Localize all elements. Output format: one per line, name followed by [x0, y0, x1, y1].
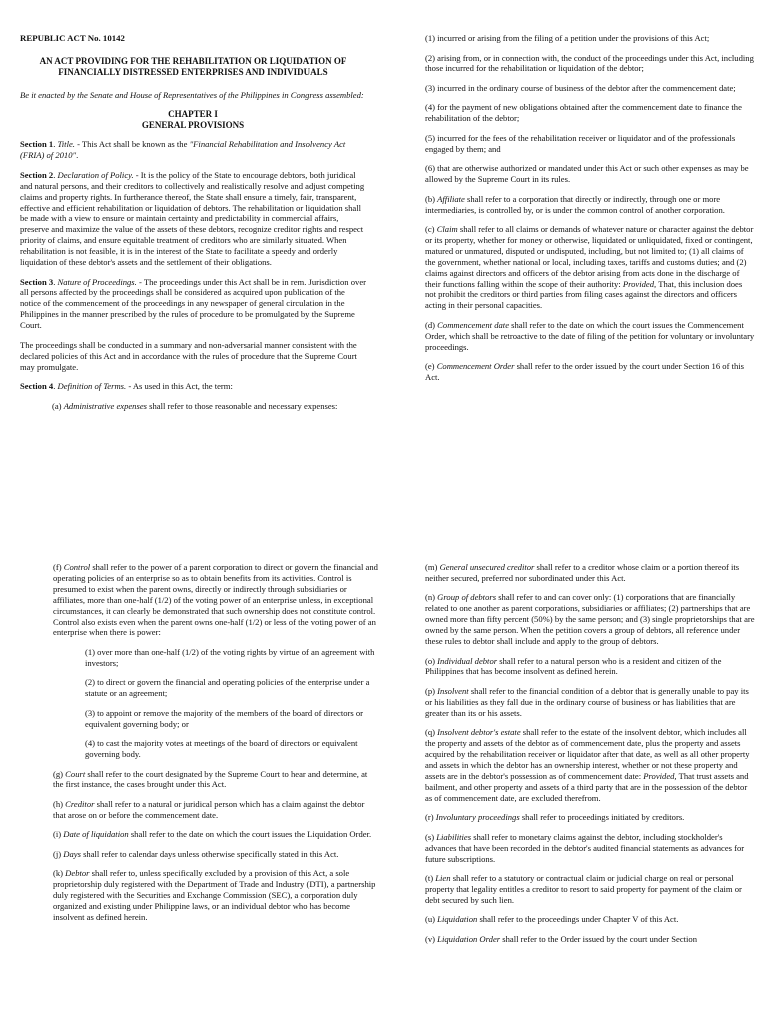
definition-term: Claim [436, 224, 458, 235]
definition-term: Liquidation [437, 914, 478, 925]
list-item: (5) incurred for the fees of the rehabilitation receiver or liquidator and of the professionals engaged by them; and [425, 132, 736, 154]
chapter-title: GENERAL PROVISIONS [141, 120, 245, 131]
page-2-left-column [53, 562, 379, 932]
definition-prefix: (v) [425, 933, 438, 944]
definition-k [53, 868, 379, 923]
definition-text: shall refer to a creditor whose claim or a portion thereof its neither secured, preferred nor subordinated under this Act. [425, 562, 740, 583]
section-text: - The proceedings under this Act shall be in rem. Jurisdiction over all persons affected by the proceedings shall be considered as acquired upon publication of the notice of the commencement of the proceedings in any newspaper of general circulation in the Philippines in the manner prescribed by the rules of procedure to be promulgated by the Supreme Court. [20, 276, 367, 331]
definition-text: shall refer to the court designated by the Supreme Court to hear and determine, at the first instance, the cases brought under this Act. [53, 768, 368, 790]
definition-n [425, 592, 755, 647]
section-heading: Nature of Proceedings. [57, 276, 137, 287]
chapter-number: CHAPTER I [168, 109, 218, 120]
section-label: Section 2 [20, 169, 54, 180]
definition-term: Individual debtor [437, 655, 498, 666]
definition-term: Involuntary proceedings [435, 812, 520, 823]
definition-term: Date of liquidation [63, 829, 129, 840]
proviso: Provided, [643, 770, 677, 781]
definition-t [425, 873, 755, 906]
definition-text-2: That, this inclusion does not prohibit the creditors or third parties from filing cases against the directors and officers acting in their personal capacities. [425, 278, 743, 311]
definition-text-2: That trust assets and bailment, and other property and assets of a third party that are in the possession of the debtor as of commencement date, are excluded therefrom. [425, 770, 749, 803]
section-2: Section 2. Declaration of Policy. - It is the policy of the State to encourage debtors, both juridical and natural persons, and their creditors to collectively and realistically resolve and adjust competing claims and property rights. In furtherance thereof, the State shall ensure a timely, fair, transparent, effective and efficient rehabilitation or liquidation of debtors. The rehabilitation or liquidation shall be made with a view to ensure or maintain certainty and predictability in commercial affairs, preserve and maximize the value of the assets of these debtors, recognize creditor rights and respect priority of claims, and ensure equitable treatment of creditors who are similarly situated. When rehabilitation is not feasible, it is in the interest of the State to facilitate a speedy and orderly liquidation of these debtor's assets and the settlement of their obligations. [20, 169, 365, 268]
definition-prefix: (n) [425, 592, 438, 603]
definition-prefix: (r) [425, 812, 436, 823]
definition-text: shall refer to the financial condition of a debtor that is generally unable to pay its or his liabilities as they fall due in the ordinary course of business or has liabilities that are greater than its or his assets. [425, 685, 749, 718]
definition-text: shall refer to a statutory or contractual claim or judicial charge on real or personal property that legality entitles a creditor to resort to said property for payment of the claim or debt secured by such lien. [425, 873, 742, 905]
definition-prefix: (t) [425, 873, 436, 883]
definition-text: shall refer to the date on which the court issues the Commencement Order, which shall be retroactive to the date of filing of the petition for voluntary or involuntary proceedings. [425, 319, 755, 352]
definition-prefix: (i) [53, 829, 64, 840]
act-number: REPUBLIC ACT No. 10142 [20, 33, 125, 43]
section-text: - As used in this Act, the term: [126, 381, 233, 391]
section-label: Section 1 [20, 139, 54, 150]
section-heading: Title. [57, 139, 75, 150]
section-1: Section 1. Title. - This Act shall be known as the "Financial Rehabilitation and Insolvency Act (FRIA) of 2010". [20, 139, 346, 161]
list-item: (4) for the payment of new obligations obtained after the commencement date to finance the rehabilitation of the debtor; [425, 102, 742, 124]
list-item: (1) over more than one-half (1/2) of the voting rights by virtue of an agreement with investors; [85, 646, 375, 668]
definition-text: shall refer to the date on which the court issues the Liquidation Order. [128, 829, 372, 840]
definition-text: shall refer to the power of a parent corporation to direct or govern the financial and operating policies of an enterprise so as to obtain benefits from its activities. Control is presumed to exist when the parent owns, directly or indirectly through subsidiaries or affiliates, more than one-half (1/2) of the voting power of an enterprise unless, in exceptional circumstances, it can clearly be demonstrated that such ownership does not constitute control. Control also exists even when the parent owns one-half (1/2) or less of the voting power of an enterprise when there is power: [53, 562, 378, 638]
definition-prefix: (e) [425, 361, 437, 372]
list-item: (1) incurred or arising from the filing of a petition under the provisions of this Act; [425, 33, 710, 43]
definition-term: Commencement date [437, 319, 510, 330]
section-text: - This Act shall be known as the [74, 139, 190, 150]
definition-term: Debtor [65, 868, 90, 879]
definition-text: shall refer to proceedings initiated by creditors. [519, 812, 685, 823]
definition-d [425, 320, 755, 353]
definition-r [425, 812, 755, 823]
definition-prefix: (m) [425, 562, 440, 572]
document-page-2 [0, 548, 768, 1024]
definition-prefix: (a) [52, 400, 64, 411]
section-heading: Declaration of Policy. [57, 169, 134, 180]
page-2-right-column [425, 562, 755, 953]
definition-m [425, 562, 755, 584]
definition-text: shall refer to, unless specifically excluded by a provision of this Act, a sole proprietorship duly registered with the Department of Trade and Industry (DTI), a partnership duly registered with the Securities and Exchange Commission (SEC), a corporation duly organized and existing under Philippine laws, or an individual debtor who has become insolvent as defined herein. [53, 868, 376, 922]
list-item: (2) arising from, or in connection with, the conduct of the proceedings under this Act, including those incurred for the rehabilitation or liquidation of the debtor; [425, 52, 754, 74]
definition-g [53, 769, 379, 791]
proviso: Provided, [622, 278, 657, 289]
definition-e [425, 361, 755, 383]
definition-prefix: (g) [53, 768, 66, 779]
definition-term: Affiliate [437, 193, 465, 204]
definition-prefix: (o) [425, 655, 438, 666]
definition-v [425, 934, 755, 945]
definition-text: shall refer to all claims or demands of whatever nature or character against the debtor or its property, whether for money or otherwise, liquidated or unliquidated, fixed or contingent, matured or unmatured, disputed or undisputed, including, but not limited to; (1) all claims of the government, whether national or local, including taxes, tariffs and customs duties; and (2) claims against directors and officers of the debtor arising from acts done in the discharge of their functions falling within the scope of their authority: [425, 224, 754, 289]
definition-term: Insolvent [437, 685, 469, 696]
definition-prefix: (q) [425, 727, 438, 738]
definition-a [20, 401, 366, 412]
definition-prefix: (c) [425, 224, 437, 235]
definition-text: shall refer to calendar days unless otherwise specifically stated in this Act. [80, 848, 339, 859]
definition-s [425, 832, 755, 865]
definition-prefix: (k) [53, 868, 66, 879]
definition-text: shall refer to a natural or juridical person which has a claim against the debtor that arose on or before the commencement date. [53, 798, 365, 820]
section-label: Section 3 [20, 276, 54, 287]
definition-text: shall refer to the order issued by the court under Section 16 of this Act. [425, 361, 745, 383]
definition-i [53, 829, 379, 840]
definition-prefix: (f) [53, 562, 64, 572]
definition-prefix: (d) [425, 319, 438, 330]
definition-term: Group of debtors [437, 592, 497, 603]
definition-prefix: (p) [425, 685, 438, 696]
definition-term: General unsecured creditor [439, 562, 535, 572]
definition-text: shall refer to a natural person who is a resident and citizen of the Philippines that has become insolvent as defined herein. [425, 655, 722, 677]
definition-b [425, 194, 755, 216]
definition-term: Lien [435, 873, 451, 883]
definition-prefix: (b) [425, 193, 438, 204]
section-text: - It is the policy of the State to encourage debtors, both juridical and natural persons, and their creditors to collectively and realistically resolve and adjust competing claims and property rights. In furtherance thereof, the State shall ensure a timely, fair, transparent, effective and efficient rehabilitation or liquidation of debtors. The rehabilitation or liquidation shall be made with a view to ensure or maintain certainty and predictability in commercial affairs, preserve and maximize the value of the assets of these debtors, recognize creditor rights and respect priority of claims, and ensure equitable treatment of creditors who are similarly situated. When rehabilitation is not feasible, it is in the interest of the State to facilitate a speedy and orderly liquidation of these debtor's assets and the settlement of their obligations. [20, 169, 365, 268]
definition-h [53, 799, 379, 821]
section-end: . [76, 150, 79, 161]
page-1-right-column [425, 33, 755, 392]
enacting-clause: Be it enacted by the Senate and House of Representatives of the Philippines in Congress assembled: [20, 89, 364, 100]
definition-text: shall refer to those reasonable and necessary expenses: [146, 400, 338, 411]
section-label: Section 4 [20, 381, 54, 391]
definition-c [425, 224, 755, 311]
list-item: (2) to direct or govern the financial and operating policies of the enterprise under a statute or an agreement; [85, 677, 370, 699]
section-quote: "Financial Rehabilitation and Insolvency Act (FRIA) of 2010" [20, 139, 346, 161]
definition-prefix: (u) [425, 914, 438, 925]
definition-term: Control [63, 562, 91, 572]
definition-term: Administrative expenses [63, 400, 147, 411]
chapter-heading [20, 109, 366, 131]
definition-prefix: (h) [53, 798, 66, 809]
definition-j [53, 849, 379, 860]
definition-prefix: (s) [425, 831, 437, 842]
definition-text: shall refer to and can cover only: (1) corporations that are financially related to one another as parent corporations, subsidiaries or affiliates; (2) partnerships that are owned more than fifty percent (50%) by the same person; and (3) single proprietorships that are owned by the same person. When the petition covers a group of debtors, all reference under these rules to debtor shall include and apply to the group of debtors. [425, 592, 755, 647]
definition-o [425, 656, 755, 678]
definition-term: Liabilities [436, 831, 472, 842]
definition-text: shall refer to the estate of the insolvent debtor, which includes all the property and assets of the debtor as of commencement date, plus the property and assets acquired by the rehabilitation receiver or liquidator after that date, as well as all other property and assets in which the debtor has an ownership interest, whether or not these property and assets are in the debtor's possession as of commencement date: [425, 727, 750, 781]
section-heading: Definition of Terms. [57, 381, 127, 391]
section-3: Section 3. Nature of Proceedings. - The proceedings under this Act shall be in rem. Jurisdiction over all persons affected by the proceedings shall be considered as acquired upon publication of the notice of the commencement of the proceedings in any newspaper of general circulation in the Philippines in the manner prescribed by the rules of procedure to be promulgated by the Supreme Court. [20, 276, 367, 331]
definition-term: Liquidation Order [437, 933, 501, 944]
definition-term: Court [65, 768, 86, 779]
definition-term: Insolvent debtor's estate [437, 727, 521, 738]
definition-text: shall refer to the proceedings under Chapter V of this Act. [477, 914, 679, 925]
definition-term: Creditor [65, 798, 95, 809]
page-1-left-column [20, 33, 366, 420]
act-title: AN ACT PROVIDING FOR THE REHABILITATION OR LIQUIDATION OF FINANCIALLY DISTRESSED ENTERPRISES AND INDIVIDUALS [39, 55, 347, 77]
list-item: (3) incurred in the ordinary course of business of the debtor after the commencement date; [425, 82, 736, 93]
definition-text: shall refer to monetary claims against the debtor, including stockholder's advances that have been recorded in the debtor's audited financial statements as advances for future subscriptions. [425, 831, 745, 864]
definition-f [53, 562, 379, 638]
definition-text: shall refer to a corporation that directly or indirectly, through one or more intermediaries, is controlled by, or is under the common control of another corporation. [425, 193, 725, 215]
definition-p [425, 686, 755, 719]
section-3-paragraph-2: The proceedings shall be conducted in a summary and non-adversarial manner consistent with the declared policies of this Act and in accordance with the rules of procedure that the Supreme Court may promulgate. [20, 339, 357, 372]
section-4: Section 4. Definition of Terms. - As used in this Act, the term: [20, 381, 233, 391]
definition-term: Days [63, 848, 81, 859]
definition-prefix: (j) [53, 848, 64, 859]
definition-text: shall refer to the Order issued by the court under Section [500, 933, 698, 944]
definition-term: Commencement Order [436, 361, 515, 372]
list-item: (6) that are otherwise authorized or mandated under this Act or such other expenses as may be allowed by the Supreme Court in its rules. [425, 163, 749, 185]
list-item: (4) to cast the majority votes at meetings of the board of directors or equivalent governing body. [85, 738, 358, 760]
list-item: (3) to appoint or remove the majority of the members of the board of directors or equivalent governing body; or [85, 707, 364, 729]
definition-q [425, 727, 755, 803]
definition-u [425, 914, 755, 925]
